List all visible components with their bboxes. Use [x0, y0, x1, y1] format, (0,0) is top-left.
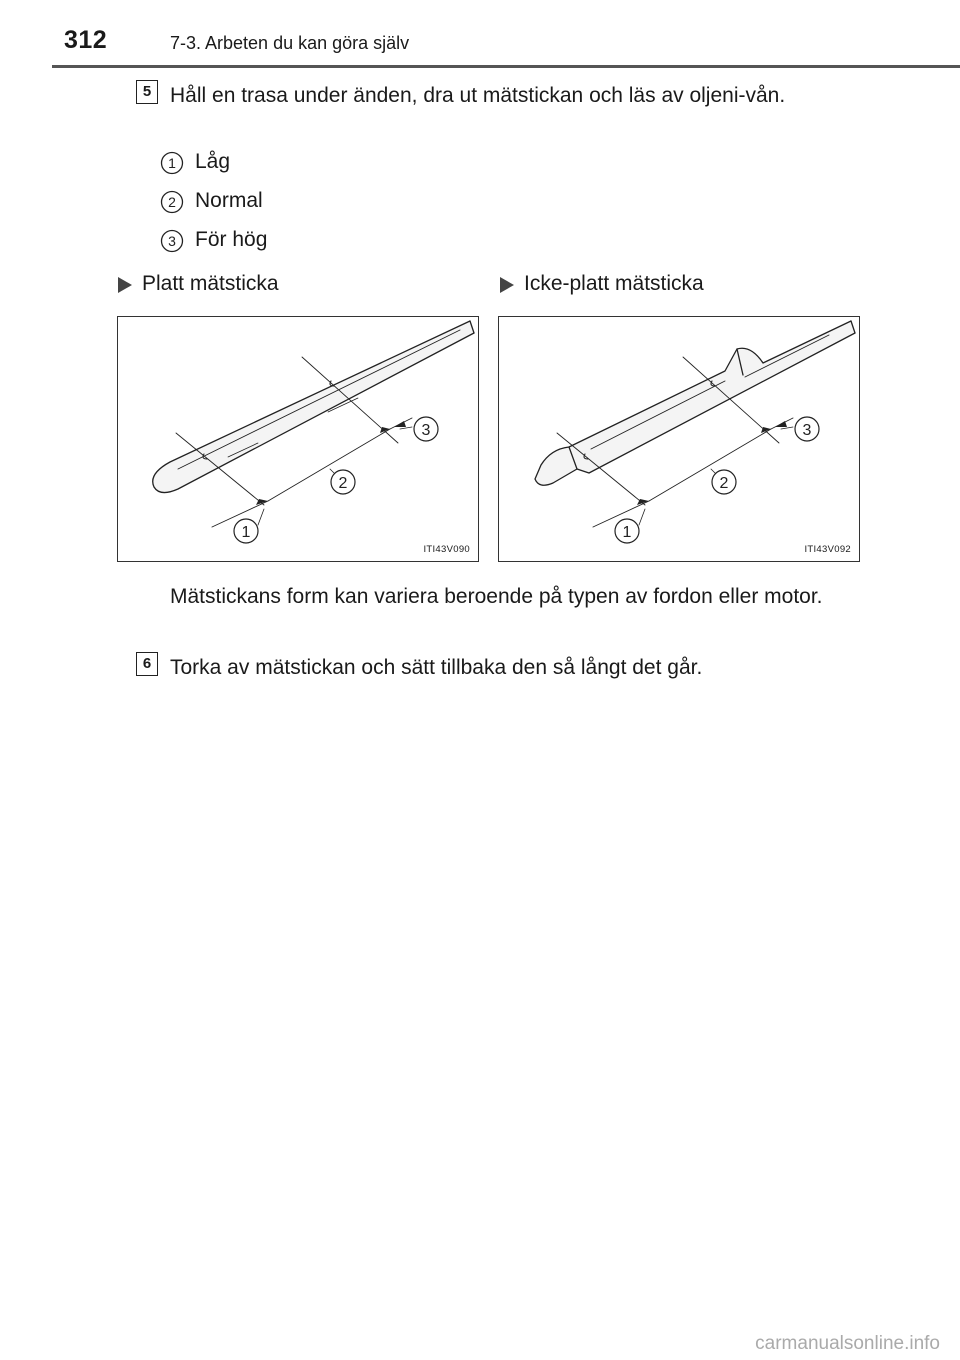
figure-code: ITI43V092: [804, 544, 851, 555]
callout-label: 2: [719, 475, 729, 492]
header-divider: [52, 65, 960, 68]
figure-heading-label: Icke-platt mätsticka: [524, 272, 704, 295]
section-title: 7-3. Arbeten du kan göra själv: [170, 33, 410, 53]
flat-dipstick-illustration: [117, 316, 479, 562]
callout-label: 1: [241, 524, 251, 541]
oil-level-label: Låg: [195, 150, 231, 173]
svg-text:3: 3: [168, 233, 176, 249]
step-instruction: Torka av mätstickan och sätt tillbaka den så långt det går.: [170, 656, 703, 679]
nonflat-dipstick-illustration: [498, 316, 860, 562]
dipstick-shape-note: Mätstickans form kan variera beroende på typen av fordon eller motor.: [170, 585, 823, 608]
callout-label: 3: [421, 422, 431, 439]
oil-level-label: Normal: [195, 189, 263, 212]
callout-label: 3: [802, 422, 812, 439]
callout-label: 1: [622, 524, 632, 541]
triangle-bullet-icon: [500, 277, 514, 293]
page-number: 312: [64, 26, 108, 54]
dipstick-drawing: [118, 317, 480, 563]
step-number-box: 6: [136, 652, 158, 676]
figure-heading-label: Platt mätsticka: [142, 272, 279, 295]
circled-number-icon: [160, 190, 184, 214]
circled-number-icon: [160, 151, 184, 175]
circled-number-icon: [160, 229, 184, 253]
svg-text:2: 2: [168, 194, 176, 210]
step-number-box: 5: [136, 80, 158, 104]
step-instruction: Håll en trasa under änden, dra ut mätstickan och läs av oljeni-vån.: [170, 84, 786, 107]
oil-level-label: För hög: [195, 228, 268, 251]
triangle-bullet-icon: [118, 277, 132, 293]
callout-label: 2: [338, 475, 348, 492]
footer-watermark: carmanualsonline.info: [755, 1333, 940, 1354]
figure-code: ITI43V090: [423, 544, 470, 555]
dipstick-drawing: [499, 317, 861, 563]
svg-text:1: 1: [168, 155, 176, 171]
